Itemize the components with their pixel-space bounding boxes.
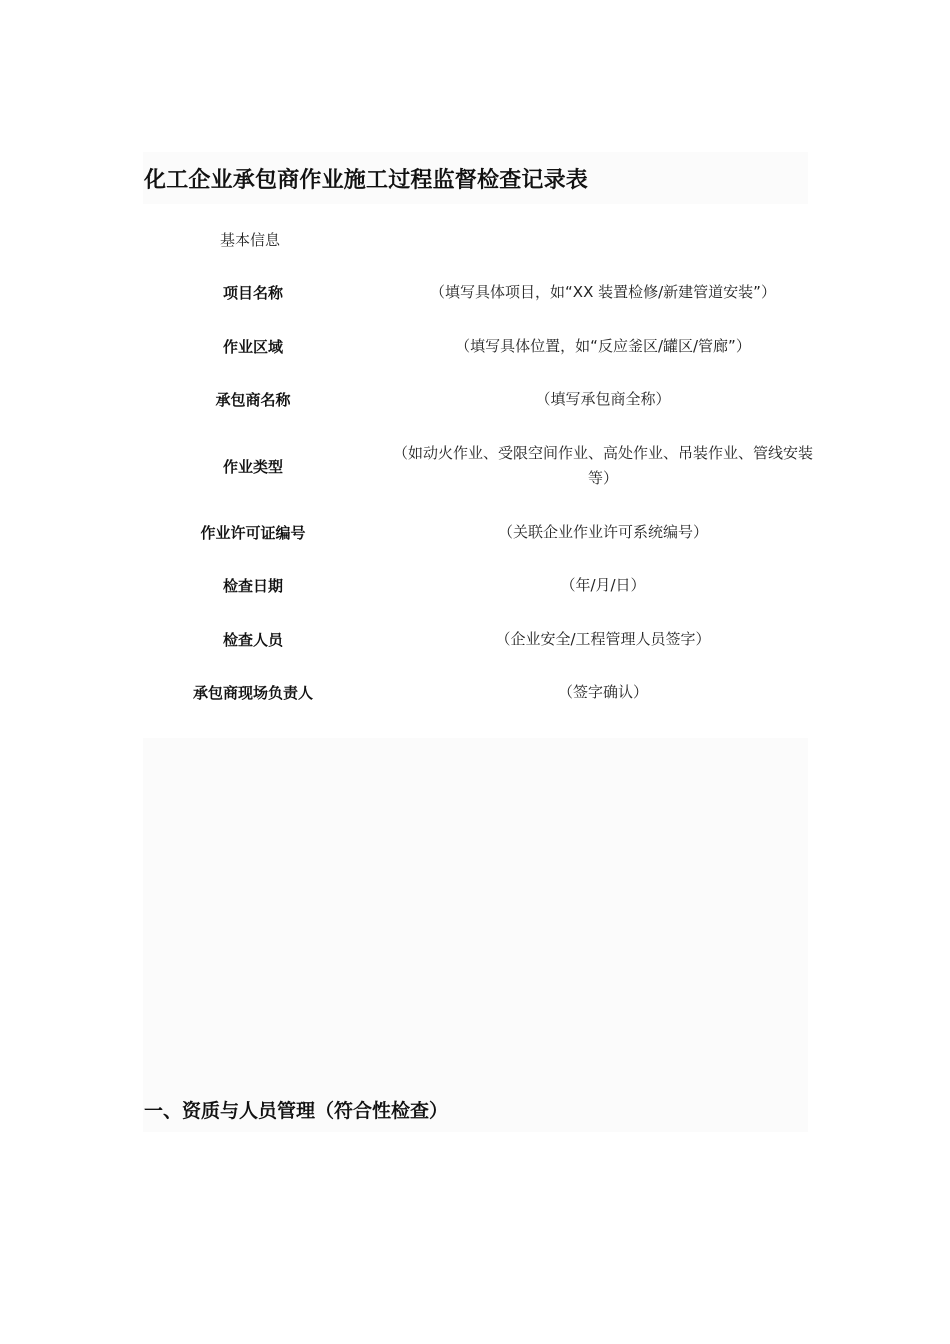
row-label: 承包商现场负责人 [192,684,313,702]
row-value: （关联企业作业许可系统编号） [497,523,708,541]
row-label: 检查日期 [222,577,283,595]
row-value: （年/月/日） [560,576,646,594]
section-heading: 一、资质与人员管理（符合性检查） [144,1100,449,1122]
row-value: （企业安全/工程管理人员签字） [495,630,711,648]
row-label: 项目名称 [222,284,283,302]
basic-info-label: 基本信息 [220,231,281,249]
row-value: （填写承包商全称） [535,390,671,408]
row-label: 作业类型 [222,458,283,476]
row-label: 作业许可证编号 [200,524,306,542]
row-value: （填写具体项目，如“XX 装置检修/新建管道安装”） [430,283,776,301]
row-label: 检查人员 [222,631,283,649]
row-label: 作业区域 [222,338,283,356]
content-block [143,738,808,1132]
row-value: （如动火作业、受限空间作业、高处作业、吊装作业、管线安装等） [392,444,813,487]
row-value: （填写具体位置，如“反应釜区/罐区/管廊”） [455,337,751,355]
row-label: 承包商名称 [215,391,291,409]
document-title: 化工企业承包商作业施工过程监督检查记录表 [144,168,589,193]
row-value: （签字确认） [557,683,648,701]
